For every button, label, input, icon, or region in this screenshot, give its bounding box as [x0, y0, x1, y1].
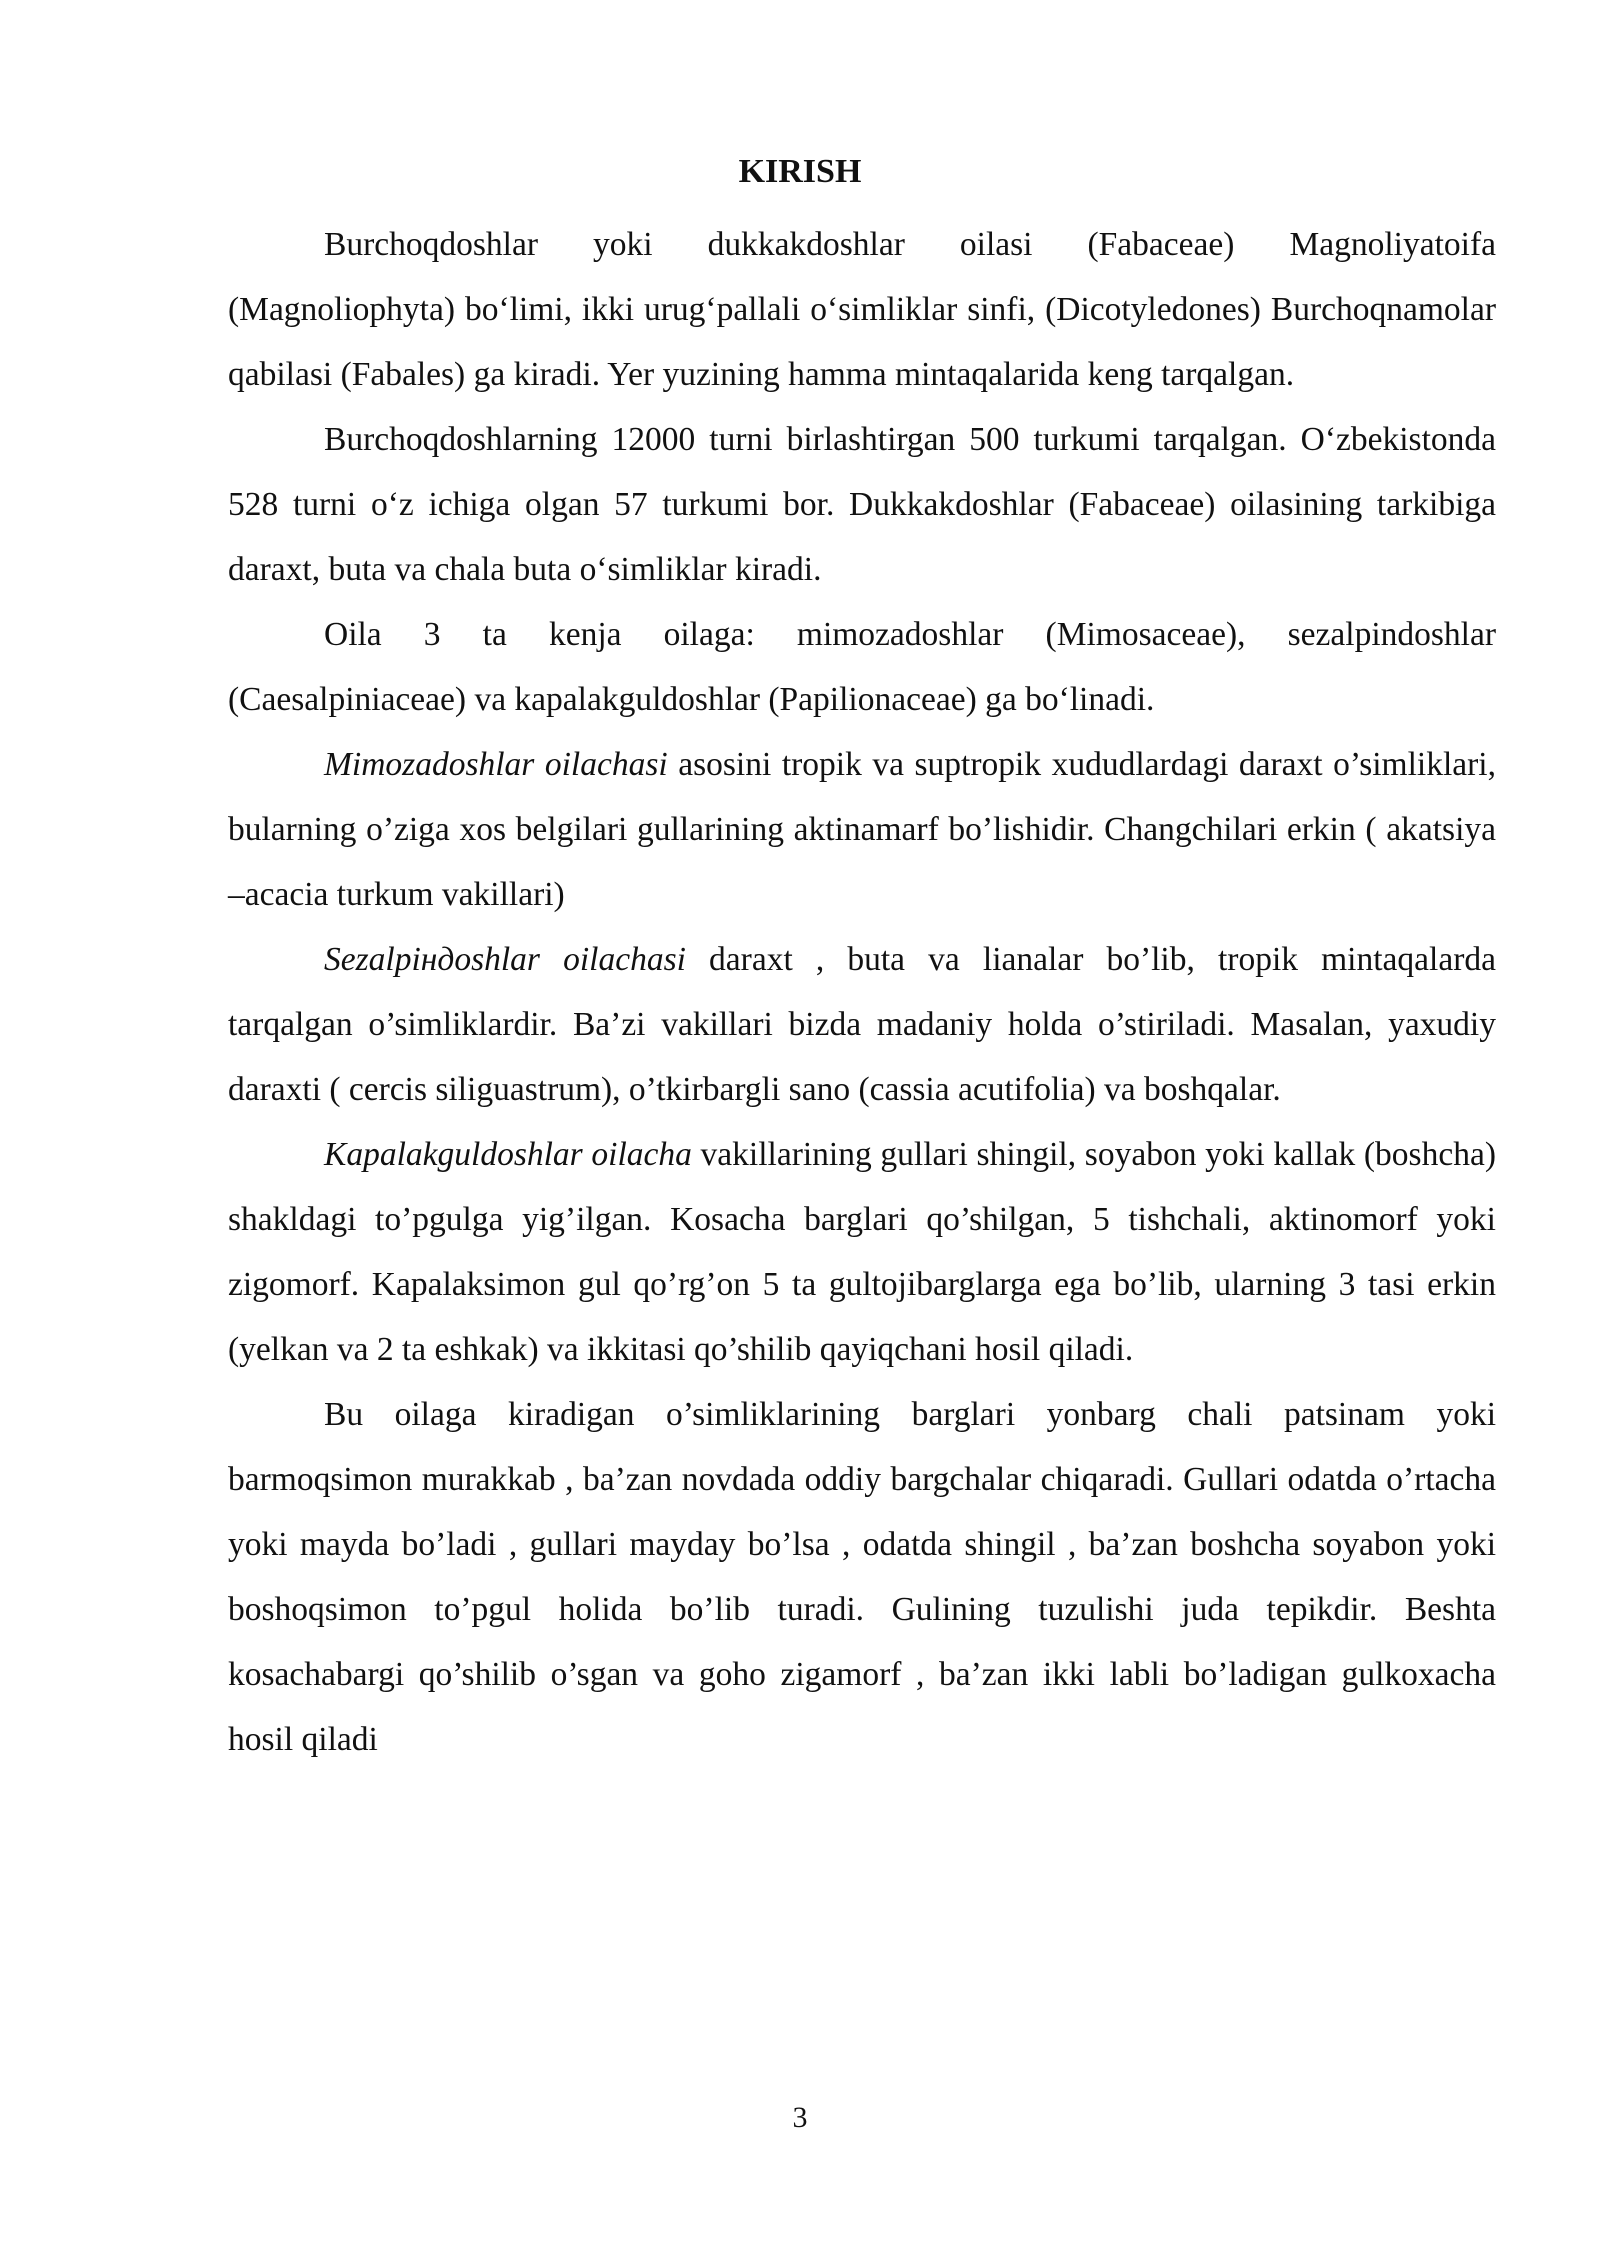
paragraph-7: [228, 1382, 1496, 1772]
paragraph-3: [228, 602, 1496, 732]
paragraph-4: [228, 732, 1496, 927]
paragraph-text: Oila 3 ta kenja oilaga: mimozadoshlar (Mimosaceae), sezalpindoshlar (Caesalpiniaceae) va kapalakguldoshlar (Papilionaceae) ga bo‘linadi.: [228, 616, 1496, 718]
italic-term: Mimozadoshlar oilachasi: [324, 746, 668, 783]
italic-term: Kapalakguldoshlar oilacha: [324, 1136, 692, 1173]
paragraph-text: asosini tropik va suptropik xududlardagi daraxt o’simliklari, bularning o’ziga xos belgilari gullarining aktinamarf bo’lishidir. Changchilari erkin ( akatsiya –acacia turkum vakillari): [228, 746, 1496, 913]
section-title: KIRISH: [738, 153, 862, 190]
paragraph-text: vakillarining gullari shingil, soyabon yoki kallak (boshcha) shakldagi to’pgulga yig’ilgan. Kosacha barglari qo’shilgan, 5 tishchali, aktinomorf yoki zigomorf. Kapalaksimon gul qo’rg’on 5 ta gultojibarglarga ega bo’lib, ularning 3 tasi erkin (yelkan va 2 ta eshkak) va ikkitasi qo’shilib qayiqchani hosil qiladi.: [228, 1136, 1496, 1368]
italic-term: Sezalpiндoshlar oilachasi: [324, 941, 686, 978]
paragraph-5: [228, 927, 1496, 1122]
page-number: 3: [792, 2101, 808, 2134]
paragraph-2: [228, 407, 1496, 602]
paragraph-text: Burchoqdoshlarning 12000 turni birlashtirgan 500 turkumi tarqalgan. O‘zbekistonda 528 turni o‘z ichiga olgan 57 turkumi bor. Dukkakdoshlar (Fabaceae) oilasining tarkibiga daraxt, buta va chala buta o‘simliklar kiradi.: [228, 421, 1496, 588]
body-text: [228, 212, 1496, 1772]
paragraph-1: [228, 212, 1496, 407]
paragraph-text: daraxt , buta va lianalar bo’lib, tropik mintaqalarda tarqalgan o’simliklardir. Ba’zi vakillari bizda madaniy holda o’stiriladi. Masalan, yaxudiy daraxti ( cercis siliguastrum), o’tkirbargli sano (cassia acutifolia) va boshqalar.: [228, 941, 1496, 1108]
paragraph-text: Burchoqdoshlar yoki dukkakdoshlar oilasi (Fabaceae) Magnoliyatoifa (Magnoliophyta) bo‘limi, ikki urug‘pallali o‘simliklar sinfi, (Dicotyledones) Burchoqnamolar qabilasi (Fabales) ga kiradi. Yer yuzining hamma mintaqalarida keng tarqalgan.: [228, 226, 1496, 393]
paragraph-6: [228, 1122, 1496, 1382]
paragraph-text: Bu oilaga kiradigan o’simliklarining barglari yonbarg chali patsinam yoki barmoqsimon murakkab , ba’zan novdada oddiy bargchalar chiqaradi. Gullari odatda o’rtacha yoki mayda bo’ladi , gullari mayday bo’lsa , odatda shingil , ba’zan boshcha soyabon yoki boshoqsimon to’pgul holida bo’lib turadi. Gulining tuzulishi juda tepikdir. Beshta kosachabargi qo’shilib o’sgan va goho zigamorf , ba’zan ikki labli bo’ladigan gulkoxacha hosil qiladi: [228, 1396, 1496, 1758]
